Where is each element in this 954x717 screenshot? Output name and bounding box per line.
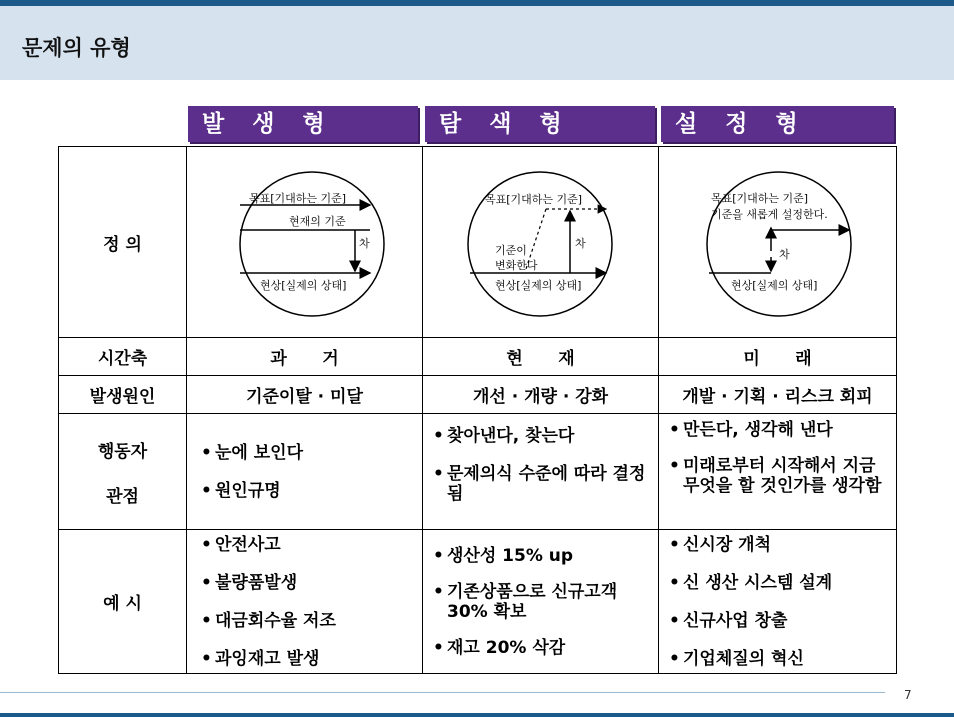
list-item: • 만든다, 생각해 낸다	[669, 420, 833, 440]
row-label-definition: 정 의	[59, 147, 187, 338]
list-item: • 재고 20% 삭감	[433, 637, 566, 658]
actual-label: 현상[실제의 상태]	[495, 279, 582, 292]
cause-search: 개선 · 개량 · 강화	[423, 376, 659, 414]
timeline-past: 과 거	[187, 338, 423, 376]
timeline-present: 현 재	[423, 338, 659, 376]
column-header-setting: 설 정 형	[661, 106, 894, 142]
list-item: • 불량품발생	[201, 572, 298, 593]
column-header-search: 탐 색 형	[425, 106, 655, 142]
examples-occurrence	[187, 530, 423, 674]
list-item: • 기업체질의 혁신	[669, 648, 804, 669]
gap-label: 차	[359, 237, 370, 250]
row-label-viewpoint	[59, 414, 187, 530]
footer-divider	[0, 692, 885, 693]
timeline-future: 미 래	[659, 338, 897, 376]
cause-occurrence: 기준이탈 · 미달	[187, 376, 423, 414]
bottom-accent-bar	[0, 713, 954, 717]
row-label-cause: 발생원인	[59, 376, 187, 414]
examples-setting	[659, 530, 897, 674]
problem-type-table	[58, 146, 897, 674]
list-item: • 대금회수율 저조	[201, 610, 336, 631]
table-row	[59, 376, 897, 414]
viewpoint-search	[423, 414, 659, 530]
changed-label-1: 기준이	[495, 244, 527, 257]
list-item: • 신 생산 시스템 설계	[669, 572, 833, 593]
cause-setting: 개발 · 기획 · 리스크 회피	[659, 376, 897, 414]
goal-label: 목표[기대하는 기준]	[485, 193, 583, 206]
viewpoint-label-line1: 행동자	[97, 441, 148, 462]
page-title: 문제의 유형	[22, 36, 131, 60]
diagram-cell-occurrence	[187, 147, 423, 338]
changed-label-2: 변화한다	[495, 259, 538, 272]
diagram-cell-setting	[659, 147, 897, 338]
examples-search	[423, 530, 659, 674]
row-label-timeline: 시간축	[59, 338, 187, 376]
actual-label: 현상[실제의 상태]	[260, 279, 347, 292]
occurrence-diagram	[187, 147, 423, 337]
list-item: • 신규사업 창출	[669, 610, 788, 631]
setting-diagram	[659, 147, 897, 337]
list-item: • 문제의식 수준에 따라 결정됨	[433, 464, 646, 504]
page-number: 7	[904, 688, 912, 702]
viewpoint-setting	[659, 414, 897, 530]
list-item: • 신시장 개척	[669, 534, 772, 555]
gap-label: 차	[779, 248, 790, 261]
list-item: • 안전사고	[201, 534, 281, 555]
list-item: • 눈에 보인다	[201, 442, 304, 463]
table-row	[59, 414, 897, 530]
list-item: • 미래로부터 시작해서 지금 무엇을 할 것인가를 생각함	[669, 456, 882, 496]
list-item: • 과잉재고 발생	[201, 648, 320, 669]
list-item: • 원인규명	[201, 480, 281, 501]
search-diagram	[423, 147, 659, 337]
column-header-occurrence: 발 생 형	[188, 106, 418, 142]
list-item: • 찾아낸다, 찾는다	[433, 426, 575, 446]
row-label-examples: 예 시	[59, 530, 187, 674]
diagram-cell-search	[423, 147, 659, 338]
viewpoint-label-line2: 관점	[106, 486, 139, 507]
goal-label: 목표[기대하는 기준]	[711, 192, 809, 205]
goal-label: 목표[기대하는 기준]	[249, 192, 347, 205]
new-standard-label: 기준을 새롭게 설정한다.	[711, 208, 828, 221]
gap-label: 차	[575, 237, 586, 250]
actual-label: 현상[실제의 상태]	[731, 279, 818, 292]
list-item: • 기존상품으로 신규고객 30% 확보	[433, 581, 618, 622]
table-row	[59, 147, 897, 338]
list-item: • 생산성 15% up	[433, 545, 574, 566]
viewpoint-occurrence	[187, 414, 423, 530]
table-row	[59, 530, 897, 674]
table-row	[59, 338, 897, 376]
title-bar	[0, 6, 954, 80]
current-standard-label: 현재의 기준	[289, 215, 346, 228]
